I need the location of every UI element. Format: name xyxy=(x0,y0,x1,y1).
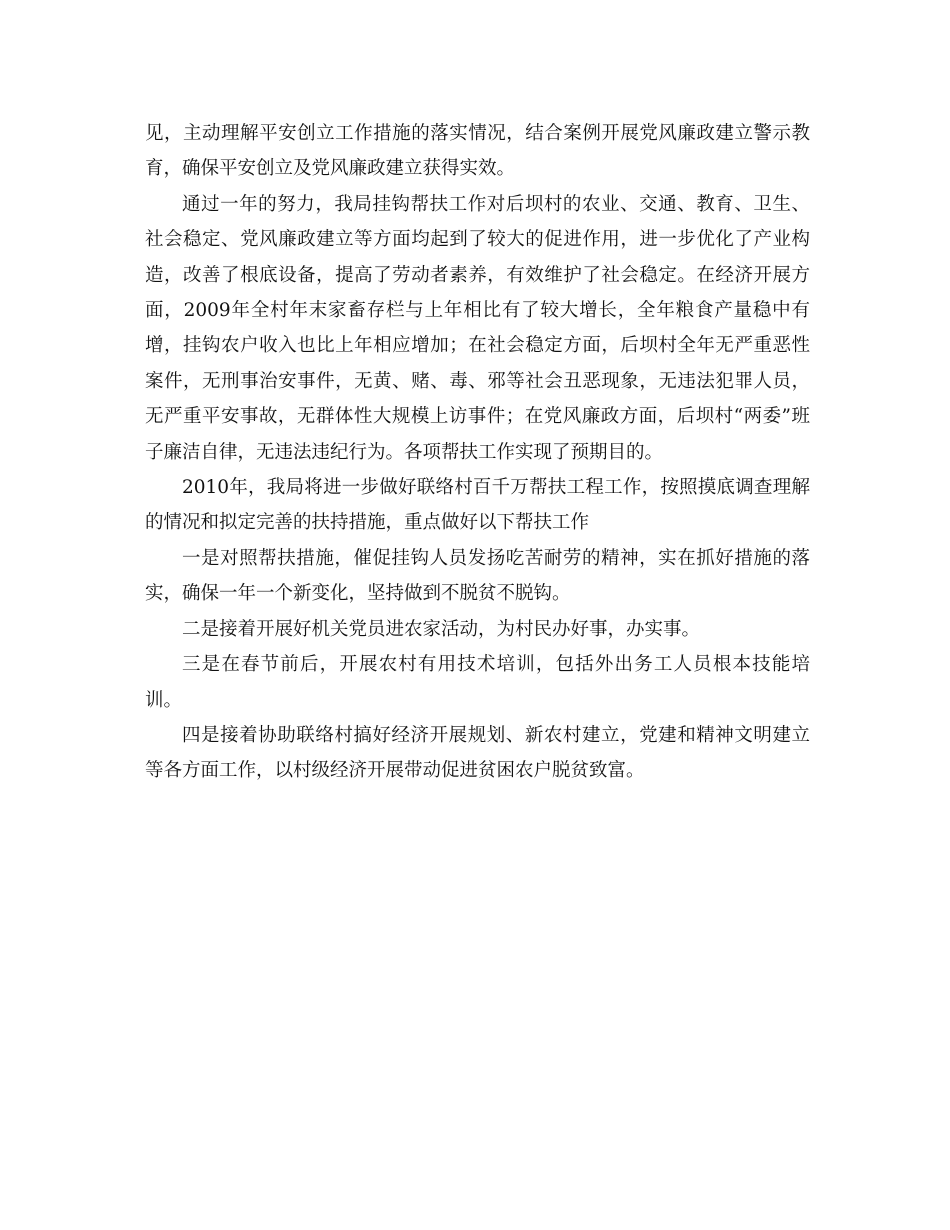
paragraph-continuation: 见，主动理解平安创立工作措施的落实情况，结合案例开展党风廉政建立警示教育，确保平安创立及党风廉政建立获得实效。 xyxy=(145,123,810,180)
paragraph-item-one: 一是对照帮扶措施，催促挂钩人员发扬吃苦耐劳的精神，实在抓好措施的落实，确保一年一个新变化，坚持做到不脱贫不脱钩。 xyxy=(145,547,810,605)
paragraph-item-two: 二是接着开展好机关党员进农家活动，为村民办好事，办实事。 xyxy=(182,618,701,640)
document-body xyxy=(145,116,810,789)
paragraph-2010-plan: 2010年，我局将进一步做好联络村百千万帮扶工程工作，按照摸底调查理解的情况和拟定完善的扶持措施，重点做好以下帮扶工作 xyxy=(145,477,810,534)
paragraph-item-four: 四是接着协助联络村搞好经济开展规划、新农村建立，党建和精神文明建立等各方面工作，以村级经济开展带动促进贫困农户脱贫致富。 xyxy=(145,724,810,782)
paragraph-achievements: 通过一年的努力，我局挂钩帮扶工作对后坝村的农业、交通、教育、卫生、社会稳定、党风廉政建立等方面均起到了较大的促进作用，进一步优化了产业构造，改善了根底设备，提高了劳动者素养，有效维护了社会稳定。在经济开展方面，2009年全村年末家畜存栏与上年相比有了较大增长，全年粮食产量稳中有增，挂钩农户收入也比上年相应增加；在社会稳定方面，后坝村全年无严重恶性案件，无刑事治安事件，无黄、赌、毒、邪等社会丑恶现象，无违法犯罪人员，无严重平安事故，无群体性大规模上访事件；在党风廉政方面，后坝村“两委”班子廉洁自律，无违法违纪行为。各项帮扶工作实现了预期目的。 xyxy=(145,193,810,463)
paragraph-item-three: 三是在春节前后，开展农村有用技术培训，包括外出务工人员根本技能培训。 xyxy=(145,654,810,711)
